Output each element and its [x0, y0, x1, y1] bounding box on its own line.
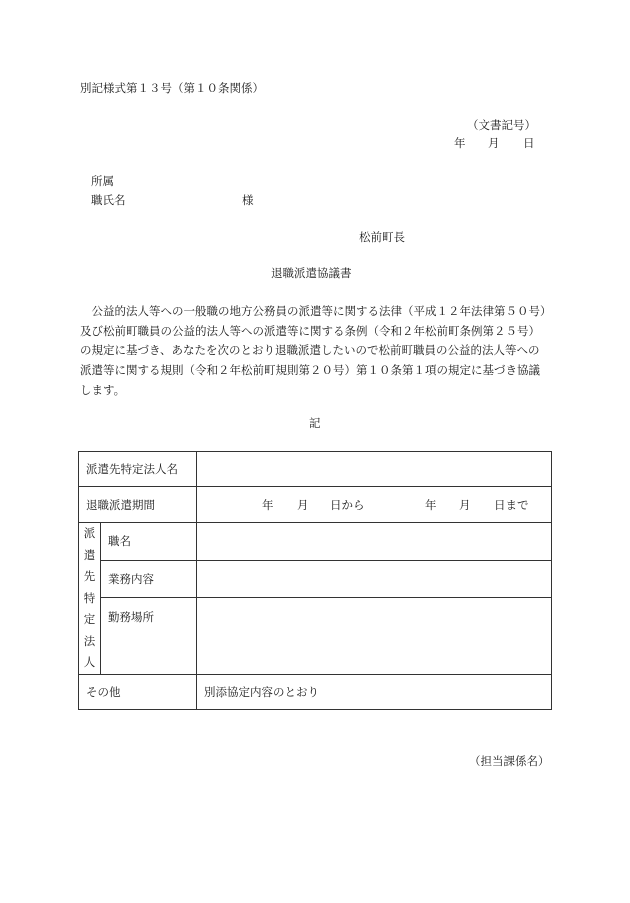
table-row [79, 560, 552, 598]
period-year2: 年 [425, 497, 437, 512]
position-value-cell [197, 523, 552, 561]
period-until: 日まで [494, 497, 529, 512]
other-value-cell [197, 674, 552, 709]
position-label: 職名 [108, 534, 131, 549]
table-row [79, 452, 552, 487]
date-day-label: 日 [523, 136, 535, 150]
table-row [79, 598, 552, 674]
table-row [79, 487, 552, 523]
document-number: （文書記号） [467, 118, 536, 132]
duties-label-cell [101, 560, 197, 598]
duties-value-cell [197, 560, 552, 598]
other-label: その他 [86, 684, 121, 699]
table-row [79, 523, 552, 561]
form-number: 別記様式第１３号（第１０条関係） [80, 81, 264, 95]
period-label-cell [79, 487, 197, 523]
period-value-cell [197, 487, 552, 523]
body-text [80, 302, 552, 401]
other-value: 別添協定内容のとおり [204, 684, 319, 699]
destination-value-cell [197, 452, 552, 487]
date-month-label: 月 [488, 136, 500, 150]
ki-label: 記 [309, 416, 321, 430]
recipient-affiliation-label: 所属 [91, 174, 114, 188]
dispatch-table [78, 451, 552, 710]
destination-label: 派遣先特定法人名 [86, 462, 178, 476]
date-year-label: 年 [454, 136, 466, 150]
table-row [79, 674, 552, 709]
recipient-name-label: 職氏名 [91, 193, 126, 207]
position-label-cell [101, 523, 197, 561]
period-label: 退職派遣期間 [86, 497, 155, 512]
recipient-honorific: 様 [242, 193, 254, 207]
body-line: 派遣等に関する規則（令和２年松前町規則第２０号）第１０条第１項の規定に基づき協議 [80, 363, 540, 378]
period-month2: 月 [459, 497, 471, 512]
body-line: の規定に基づき、あなたを次のとおり退職派遣したいので松前町職員の公益的法人等への [80, 343, 540, 358]
period-month1: 月 [297, 497, 309, 512]
period-from: 日から [330, 497, 365, 512]
destination-label-cell [79, 452, 197, 487]
dispatch-destination-vertical-label: 派 遣 先 特 定 法 人 [79, 523, 101, 675]
body-line: 及び松前町職員の公益的法人等への派遣等に関する条例（令和２年松前町条例第２５号） [80, 323, 540, 338]
document-title: 退職派遣協議書 [271, 266, 352, 280]
body-line: 公益的法人等への一般職の地方公務員の派遣等に関する法律（平成１２年法律第５０号） [80, 304, 552, 318]
period-year1: 年 [262, 497, 274, 512]
footer-department: （担当課係名） [469, 754, 550, 768]
sender: 松前町長 [359, 230, 405, 244]
duties-label: 業務内容 [108, 571, 154, 586]
other-label-cell [79, 674, 197, 709]
workplace-label: 勤務場所 [108, 610, 154, 625]
body-line: します。 [80, 382, 126, 397]
workplace-label-cell [101, 598, 197, 674]
workplace-value-cell [197, 598, 552, 674]
